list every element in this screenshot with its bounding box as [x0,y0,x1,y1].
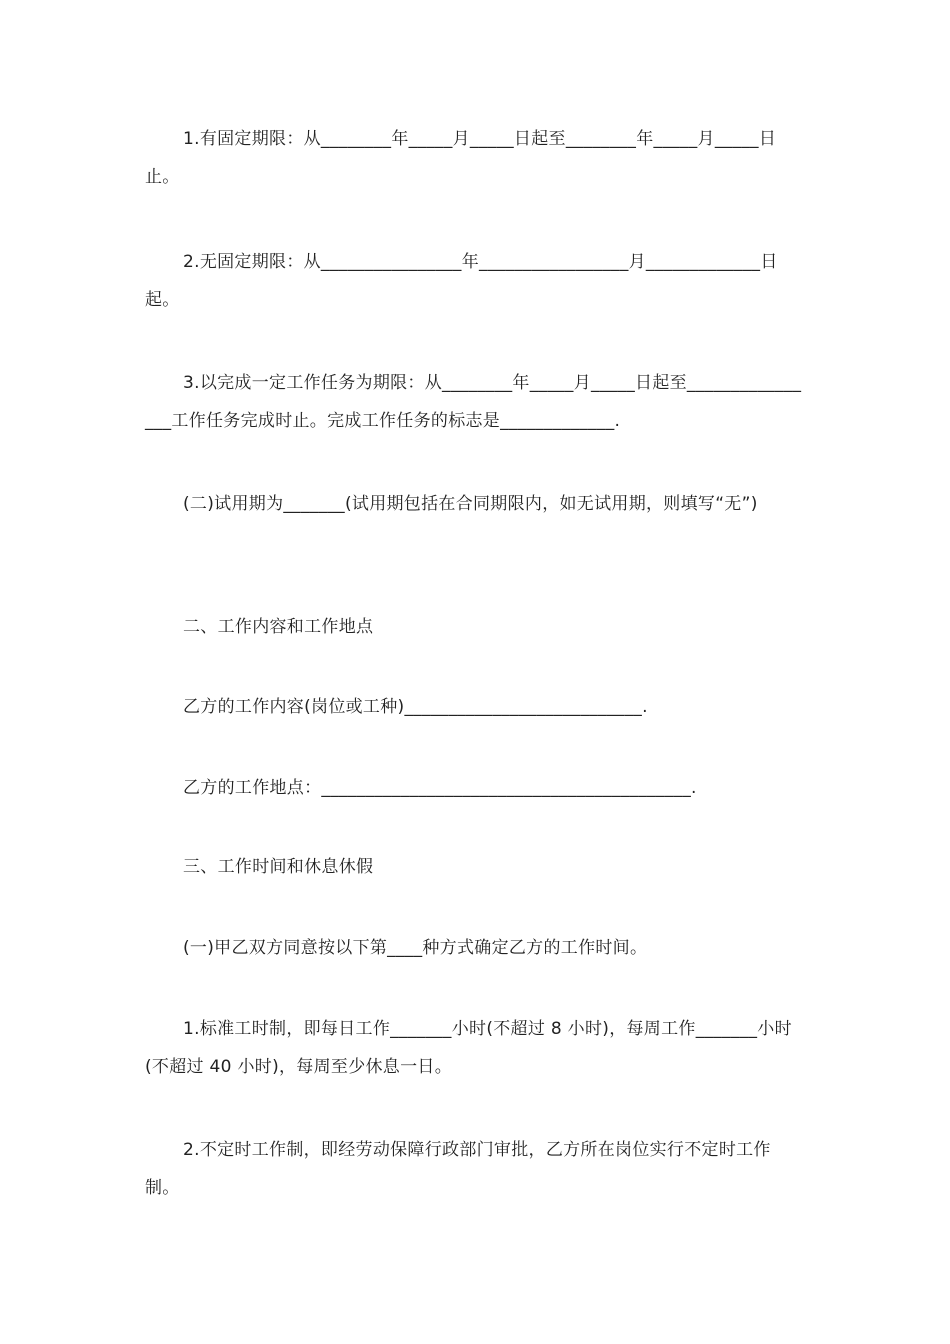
paragraph-fixed-term: 1.有固定期限：从________年_____月_____日起至________年_____月_____日止。 [145,129,777,187]
section-heading-work-content: 二、工作内容和工作地点 [183,617,374,637]
paragraph-standard-hours: 1.标准工时制，即每日工作_______小时(不超过 8 小时)，每周工作_______小时(不超过 40 小时)，每周至少休息一日。 [145,1019,792,1077]
paragraph-task-term: 3.以完成一定工作任务为期限：从________年_____月_____日起至________________工作任务完成时止。完成工作任务的标志是_____________. [145,373,802,431]
paragraph-work-content: 乙方的工作内容(岗位或工种)___________________________. [183,697,648,717]
paragraph-work-location: 乙方的工作地点：__________________________________________. [183,778,697,798]
paragraph-flexible-hours: 2.不定时工作制，即经劳动保障行政部门审批，乙方所在岗位实行不定时工作制。 [145,1140,771,1198]
paragraph-work-hours-method: (一)甲乙双方同意按以下第____种方式确定乙方的工作时间。 [183,938,648,958]
section-heading-work-hours: 三、工作时间和休息休假 [183,857,374,877]
paragraph-probation: (二)试用期为_______(试用期包括在合同期限内，如无试用期，则填写“无”) [183,494,758,514]
paragraph-open-term: 2.无固定期限：从________________年_________________月_____________日起。 [145,252,778,310]
